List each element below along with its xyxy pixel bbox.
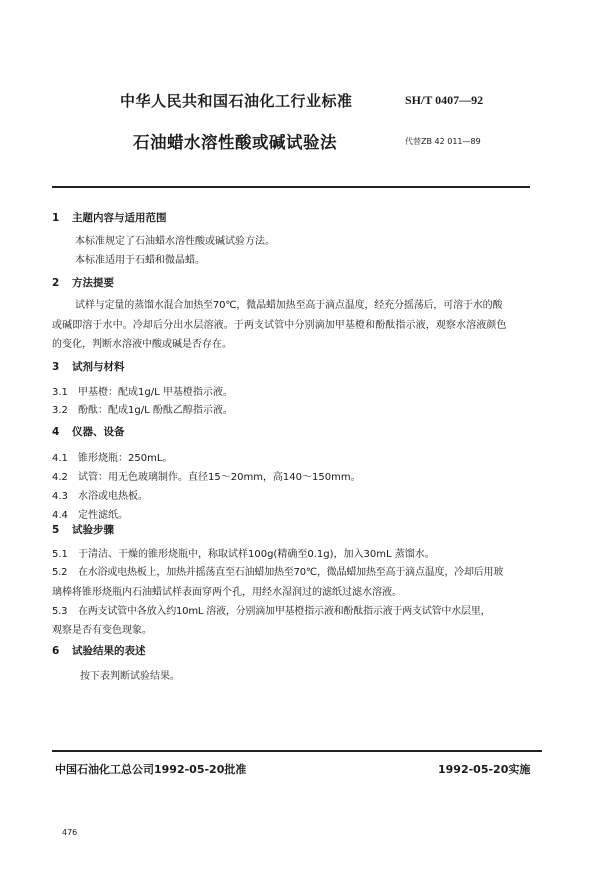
paragraph-line: 或碱即溶于水中。冷却后分出水层溶液。于两支试管中分别滴加甲基橙和酚酞指示液，观察水溶液颜色 [52,320,507,331]
section-1-heading [52,210,167,225]
section-title: 试剂与材料 [72,361,125,373]
section-number: 6 [52,645,60,657]
page-number: 476 [62,828,78,837]
section-2-heading [52,275,114,290]
section-title: 仪器、设备 [72,426,125,438]
item-number: 5.2 [52,567,68,578]
list-item [52,602,490,617]
item-number: 4.4 [52,510,68,521]
list-item [52,487,148,502]
item-text: 在两支试管中各放入约10mL 溶液，分别滴加甲基橙指示液和酚酞指示液于两支试管中水层里， [78,606,491,617]
paragraph-line: 璃棒将锥形烧瓶内石油蜡试样表面穿两个孔，用经水湿润过的滤纸过滤水溶液。 [52,587,402,598]
section-number: 1 [52,212,60,224]
section-3-heading [52,359,125,374]
item-text: 甲基橙：配成1g/L 甲基橙指示液。 [78,387,233,398]
item-text: 水浴或电热板。 [78,491,148,502]
list-item [52,401,233,416]
paragraph: 本标准规定了石油蜡水溶性酸或碱试验方法。 [75,236,275,247]
paragraph-line: 试样与定量的蒸馏水混合加热至70℃，微晶蜡加热至高于滴点温度，经充分摇荡后，可溶于水的酸 [75,300,503,311]
section-title: 试验结果的表述 [72,645,146,657]
item-number: 5.1 [52,549,68,560]
item-text: 试管：用无色玻璃制作。直径15～20mm，高140～150mm。 [78,472,361,483]
section-number: 4 [52,426,60,438]
section-number: 2 [52,277,60,289]
paragraph-line: 的变化，判断水溶液中酸或碱是否存在。 [52,339,232,350]
item-text: 锥形烧瓶：250mL。 [78,453,173,464]
item-text: 酚酞：配成1g/L 酚酞乙醇指示液。 [78,405,233,416]
paragraph: 本标准适用于石蜡和微晶蜡。 [75,255,205,266]
standard-code: SH/T 0407—92 [405,93,484,107]
list-item [52,506,128,521]
section-title: 方法提要 [72,277,114,289]
section-5-heading [52,522,114,537]
approval-note: 中国石油化工总公司1992-05-20批准 [55,763,247,776]
list-item [52,468,361,483]
item-number: 5.3 [52,606,68,617]
section-number: 5 [52,524,60,536]
section-number: 3 [52,361,60,373]
section-title: 试验步骤 [72,524,114,536]
item-number: 3.1 [52,387,68,398]
section-4-heading [52,424,125,439]
item-number: 4.3 [52,491,68,502]
section-title: 主题内容与适用范围 [72,212,167,224]
org-title: 中华人民共和国石油化工行业标准 [120,92,353,110]
list-item [52,545,435,560]
paragraph-line: 观察是否有变色现象。 [52,625,152,636]
item-text: 于清洁、干燥的锥形烧瓶中，称取试样100g(精确至0.1g)，加入30mL 蒸馏水。 [78,549,435,560]
section-6-heading [52,643,146,658]
footer-rule [52,750,542,752]
item-number: 4.2 [52,472,68,483]
item-text: 在水浴或电热板上，加热并摇荡直至石油蜡加热至70℃，微晶蜡加热至高于滴点温度，冷却后用玻 [78,567,504,578]
doc-title: 石油蜡水溶性酸或碱试验法 [133,133,337,152]
header-rule [52,186,530,188]
list-item [52,563,503,578]
item-number: 4.1 [52,453,68,464]
item-text: 定性滤纸。 [78,510,128,521]
list-item [52,383,233,398]
effective-date: 1992-05-20实施 [438,763,531,776]
replaces-note: 代替ZB 42 011—89 [405,137,481,146]
item-number: 3.2 [52,405,68,416]
list-item [52,449,172,464]
paragraph: 按下表判断试验结果。 [80,671,180,682]
